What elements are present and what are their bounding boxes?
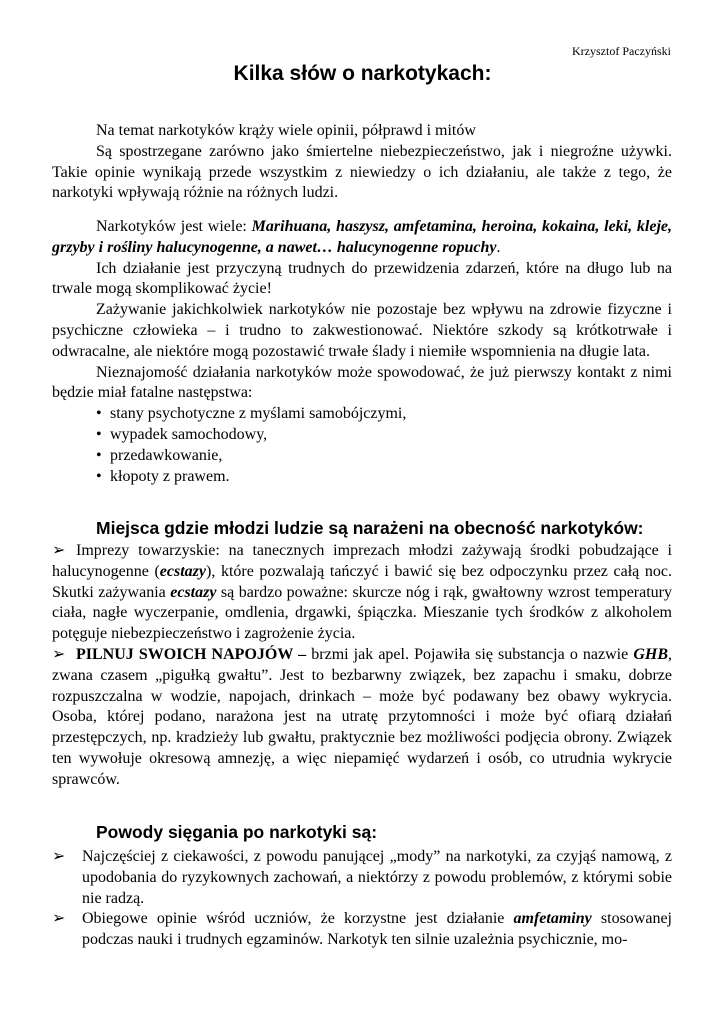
use-paragraph: Zażywanie jakichkolwiek narkotyków nie pozostaje bez wpływu na zdrowie fizyczne i psychiczne człowieka – i trudno to zakwestionować. Niektóre szkody są krótkotrwałe i odwracalne, ale niektóre mogą pozostawić trwałe ślady i niemiłe wspomnienia na długie lata. [52, 301, 672, 360]
places-heading: Miejsca gdzie młodzi ludzie są narażeni na obecność narkotyków: [96, 518, 644, 538]
list-item-text: wypadek samochodowy, [110, 425, 268, 443]
unknown-paragraph: Nieznajomość działania narkotyków może spowodować, że już pierwszy kontakt z nimi będzie miał fatalne następstwa: [52, 363, 672, 402]
types-list: Marihuana, haszysz, amfetamina, heroina, kokaina, leki, kleje, grzyby i rośliny halucynogenne, a nawet… halucynogenne ropuchy [52, 218, 673, 256]
types-lead: Narkotyków jest wiele: [96, 218, 252, 235]
bullet-icon: • [96, 425, 102, 443]
arrow-icon: ➢ [52, 910, 66, 928]
action-paragraph: Ich działanie jest przyczyną trudnych do przewidzenia zdarzeń, które na długo lub na trwale mogą skomplikować życie! [52, 259, 672, 298]
list-item [52, 404, 672, 425]
places-item-2: ➢ PILNUJ SWOICH NAPOJÓW – brzmi jak apel. Pojawiła się substancja o nazwie GHB, zwana czasem „pigułką gwałtu”. Jest to bezbarwny związek, bez zapachu i smaku, dobrze rozpuszczalna w wodzie, napojach, drinkach – może być podawany bez obawy wykrycia. Osoba, której podano, narażona jest na utratę przytomności i może być ofiarą działań przestępczych, np. kradzieży lub gwałtu, praktycznie bez możliwości podjęcia obrony. Związek ten wywołuje okresową amnezję, a więc niepamięć wydarzeń i osób, co utrudnia wykrycie sprawców. [52, 645, 673, 788]
reasons-heading: Powody sięgania po narkotyki są: [96, 822, 378, 842]
list-item-text: przedawkowanie, [110, 446, 223, 464]
arrow-icon: ➢ [52, 848, 66, 865]
intro-paragraph: Są spostrzegane zarówno jako śmiertelne niebezpieczeństwo, jak i niegroźne używki. Takie opinie wynikają przede wszystkim z niewiedzy o ich działaniu, ale także z tego, że narkotyki wpływają różnie na różnych ludzi. [52, 142, 672, 202]
intro-line: Na temat narkotyków krąży wiele opinii, półprawd i mitów [96, 122, 476, 139]
list-item [52, 425, 672, 446]
page-title: Kilka słów o narkotykach: [233, 62, 492, 85]
reasons-section [52, 820, 672, 951]
author-name: Krzysztof Paczyński [572, 44, 671, 58]
types-section [52, 217, 672, 487]
arrow-icon: ➢ [52, 645, 66, 663]
arrow-icon: ➢ [52, 542, 66, 559]
reasons-item-2: ➢ Obiegowe opinie wśród uczniów, że korzystne jest działanie amfetaminy stosowanej podczas nauki i trudnych egzaminów. Narkotyk ten silnie uzależnia psychicznie, mo- [52, 910, 672, 949]
consequences-list [52, 404, 672, 487]
intro-section [52, 121, 672, 204]
list-item [52, 446, 672, 467]
types-end: . [496, 238, 501, 256]
places-item-1: ➢ Imprezy towarzyskie: na tanecznych imprezach młodzi zażywają środki pobudzające i halucynogenne (ecstazy), które pozwalają tańczyć i bawić się bez odpoczynku przez całą noc. Skutki zażywania ecstazy są bardzo poważne: skurcze nóg i rąk, gwałtowny wzrost temperatury ciała, nagłe wyczerpanie, omdlenia, drgawki, śpiączka. Mieszanie tych środków z alkoholem potęguje niebezpieczeństwo i zagrożenie życia. [52, 542, 673, 643]
reasons-item-1: ➢ Najczęściej z ciekawości, z powodu panującej „mody” na narkotyki, za czyjąś namową, z upodobania do ryzykownych zachowań, a niektórzy z powodu problemów, z którymi sobie nie radzą. [52, 848, 672, 907]
places-section [52, 516, 672, 791]
types-paragraph [52, 217, 672, 259]
bullet-icon: • [96, 405, 102, 423]
list-item-text: kłopoty z prawem. [110, 467, 230, 485]
list-item-text: stany psychotyczne z myślami samobójczymi, [110, 405, 407, 423]
list-item [52, 467, 672, 488]
bullet-icon: • [96, 446, 102, 464]
bullet-icon: • [96, 467, 102, 485]
